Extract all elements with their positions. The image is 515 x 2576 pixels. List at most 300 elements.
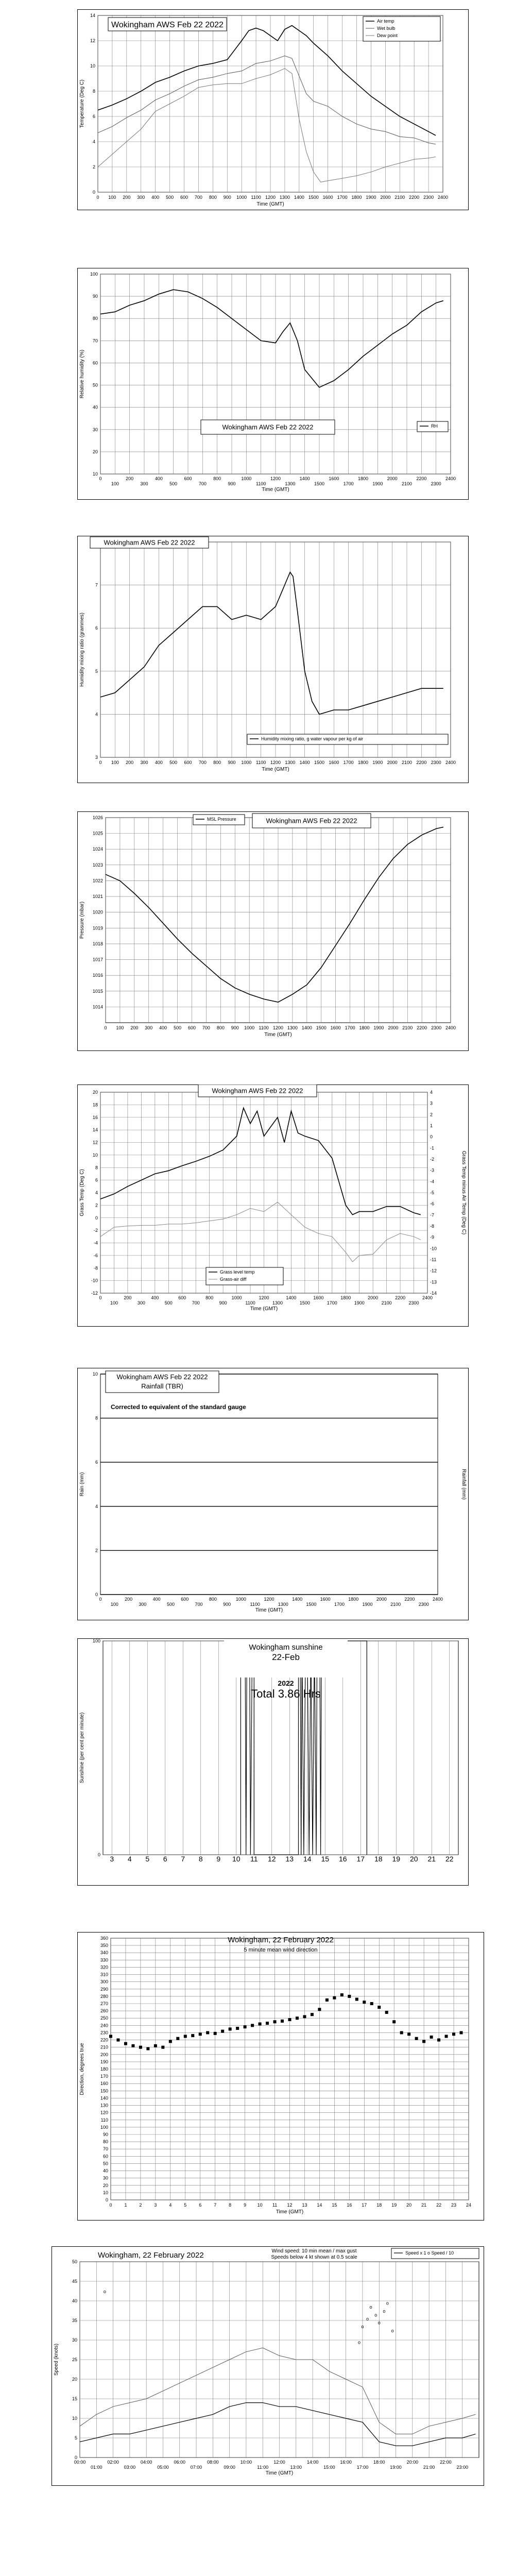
mix-y-tick-label: 7 (95, 582, 98, 588)
wdir-y-tick-label: 150 (100, 2088, 108, 2094)
wdir-x-tick-label: 5 (184, 2202, 187, 2208)
wdir-y-tick-label: 250 (100, 2015, 108, 2021)
wdir-y-tick-label: 130 (100, 2103, 108, 2108)
wdir-y-tick-label: 300 (100, 1979, 108, 1985)
mix-x-tick-label: 1500 (314, 760, 325, 765)
rh-x-axis-label: Time (GMT) (262, 487, 289, 493)
grass-y2-tick-label: -7 (430, 1212, 435, 1218)
grass-x-tick-label: 200 (124, 1295, 132, 1300)
pressure-chart (77, 811, 469, 1051)
rain-x-axis-label: Time (GMT) (255, 1607, 283, 1613)
grass-y-tick-label: -4 (93, 1240, 98, 1246)
wdir-data-point (236, 2027, 239, 2030)
pres-x-tick-label: 2000 (388, 1025, 399, 1030)
mix-x-tick-label: 1200 (270, 760, 281, 765)
pres-x-tick-label: 2100 (402, 1025, 413, 1030)
wdir-y-tick-label: 350 (100, 1943, 108, 1948)
wdir-x-tick-label: 14 (317, 2202, 322, 2208)
wdir-y-tick-label: 280 (100, 1993, 108, 1999)
wdir-subtitle: 5 minute mean wind direction (244, 1947, 318, 1953)
sun-date: 22-Feb (272, 1652, 300, 1662)
wdir-data-point (392, 2020, 396, 2023)
rain-x-tick-label: 1000 (235, 1597, 246, 1602)
temp-legend-label: Dew point (377, 33, 398, 38)
rh-y-tick-label: 40 (92, 404, 98, 410)
temp-y-tick-label: 12 (90, 38, 95, 43)
wdir-data-point (199, 2032, 202, 2036)
pres-y-tick-label: 1017 (92, 957, 103, 962)
pres-y-tick-label: 1018 (92, 941, 103, 946)
grass-x-tick-label: 900 (219, 1300, 227, 1306)
rain-x-tick-label: 700 (195, 1602, 203, 1607)
rain-x-tick-label: 0 (99, 1597, 102, 1602)
pres-x-tick-label: 900 (231, 1025, 239, 1030)
pres-x-tick-label: 1900 (373, 1025, 384, 1030)
grass-legend-label: Grass level temp (220, 1269, 255, 1275)
wdir-data-point (385, 2011, 388, 2014)
wdir-data-point (109, 2035, 112, 2038)
wdir-x-tick-label: 13 (302, 2202, 307, 2208)
temp-y-tick-label: 4 (92, 139, 95, 144)
rh-x-tick-label: 1000 (241, 476, 252, 481)
temp-x-tick-label: 500 (166, 195, 174, 200)
sun-x-tick-label: 22 (445, 1855, 454, 1863)
wind-direction-chart (77, 1932, 484, 2221)
wspd-x-tick-label: 02:00 (107, 2460, 119, 2465)
rain-y-tick-label: 2 (95, 1548, 98, 1553)
mix-x-tick-label: 1600 (329, 760, 339, 765)
wspd-y-tick-label: 20 (72, 2377, 77, 2382)
wspd-y-tick-label: 5 (74, 2435, 77, 2441)
mix-x-tick-label: 2400 (445, 760, 456, 765)
mix-x-tick-label: 1300 (285, 760, 296, 765)
rain-x-tick-label: 500 (166, 1602, 175, 1607)
wspd-y-tick-label: 0 (74, 2455, 77, 2460)
grass-y2-tick-label: -10 (430, 1246, 437, 1251)
wdir-data-point (333, 1996, 336, 1999)
grass-y-tick-label: 20 (92, 1090, 98, 1095)
rain-subtitle: Rainfall (TBR) (141, 1382, 183, 1390)
pres-x-tick-label: 700 (202, 1025, 210, 1030)
rain-x-tick-label: 200 (125, 1597, 133, 1602)
sun-x-tick-label: 7 (181, 1855, 185, 1863)
humidity-chart-svg (77, 268, 469, 500)
rh-x-tick-label: 1500 (314, 481, 325, 486)
grass-y2-tick-label: 1 (430, 1123, 433, 1128)
grass-y2-tick-label: -14 (430, 1291, 437, 1296)
wspd-x-tick-label: 00:00 (74, 2460, 86, 2465)
pres-y-tick-label: 1022 (92, 878, 103, 884)
temp-y-tick-label: 0 (92, 190, 95, 195)
rain-x-tick-label: 1500 (306, 1602, 317, 1607)
mix-x-tick-label: 1900 (372, 760, 383, 765)
wdir-y-tick-label: 50 (102, 2161, 108, 2166)
pres-y-tick-label: 1025 (92, 831, 103, 836)
wdir-data-point (348, 1995, 351, 1998)
pres-x-tick-label: 200 (130, 1025, 139, 1030)
wdir-x-tick-label: 23 (451, 2202, 457, 2208)
wspd-x-tick-label: 04:00 (140, 2460, 152, 2465)
wdir-data-point (131, 2044, 134, 2047)
sun-y-axis-label: Sunshine (per cent per minute) (79, 1712, 85, 1784)
sun-x-tick-label: 13 (285, 1855, 294, 1863)
grass-temp-chart-svg (77, 1084, 469, 1327)
temp-legend-box (363, 16, 440, 41)
grass-x-tick-label: 2200 (395, 1295, 406, 1300)
wspd-x-tick-label: 08:00 (207, 2460, 219, 2465)
rain-x-tick-label: 2300 (418, 1602, 429, 1607)
wdir-data-point (355, 1998, 358, 2001)
wspd-speed-tenth-marker: o (366, 2316, 369, 2321)
sun-y-tick-label: 100 (92, 1638, 100, 1643)
pres-x-tick-label: 100 (116, 1025, 124, 1030)
wdir-data-point (139, 2046, 142, 2049)
wdir-y-tick-label: 340 (100, 1950, 108, 1956)
pres-title: Wokingham AWS Feb 22 2022 (266, 817, 357, 825)
rain-y-axis-label: Rain (mm) (79, 1472, 85, 1497)
wdir-data-point (400, 2031, 403, 2034)
rh-x-tick-label: 1700 (343, 481, 354, 486)
temp-x-tick-label: 2300 (423, 195, 434, 200)
wdir-y-tick-label: 170 (100, 2074, 108, 2079)
sun-x-tick-label: 12 (267, 1855, 276, 1863)
wdir-data-point (303, 2015, 306, 2018)
mix-x-tick-label: 1000 (241, 760, 252, 765)
grass-y-tick-label: 6 (95, 1177, 98, 1183)
wdir-y-tick-label: 330 (100, 1957, 108, 1963)
sun-x-tick-label: 5 (145, 1855, 150, 1863)
mix-x-tick-label: 500 (169, 760, 178, 765)
sun-y-tick-label: 0 (97, 1852, 100, 1857)
mix-x-tick-label: 2100 (401, 760, 413, 765)
rh-y-tick-label: 10 (92, 471, 98, 477)
pres-y-axis-label: Pressure (mbar) (79, 901, 85, 939)
wdir-x-tick-label: 2 (139, 2202, 142, 2208)
rh-y-tick-label: 80 (92, 316, 98, 321)
wspd-x-tick-label: 18:00 (373, 2460, 385, 2465)
grass-y2-tick-label: -12 (430, 1268, 437, 1274)
temp-x-tick-label: 400 (151, 195, 160, 200)
temp-y-tick-label: 10 (90, 63, 95, 69)
wdir-y-tick-label: 220 (100, 2037, 108, 2043)
wspd-y-tick-label: 25 (72, 2357, 77, 2362)
wdir-y-tick-label: 230 (100, 2030, 108, 2036)
wdir-y-tick-label: 200 (100, 2052, 108, 2057)
rh-x-tick-label: 0 (99, 476, 102, 481)
grass-y-axis-label: Grass Temp (Deg C) (79, 1169, 85, 1216)
grass-y-tick-label: 12 (92, 1140, 98, 1145)
rh-x-tick-label: 500 (169, 481, 178, 486)
temp-x-tick-label: 1000 (236, 195, 247, 200)
temp-y-tick-label: 14 (90, 13, 95, 18)
wdir-data-point (191, 2034, 194, 2037)
wdir-data-point (288, 2018, 291, 2021)
wdir-x-tick-label: 22 (436, 2202, 442, 2208)
grass-x-tick-label: 1300 (272, 1300, 283, 1306)
wspd-x-tick-label: 23:00 (456, 2465, 468, 2470)
grass-y2-tick-label: -5 (430, 1190, 435, 1195)
temp-y-axis-label: Temperature (Deg C) (79, 79, 85, 128)
temp-x-tick-label: 1100 (251, 195, 261, 200)
grass-x-tick-label: 1400 (286, 1295, 297, 1300)
rh-x-tick-label: 2300 (431, 481, 441, 486)
pres-y-tick-label: 1015 (92, 988, 103, 994)
wspd-y-tick-label: 40 (72, 2298, 77, 2303)
pres-x-tick-label: 2400 (445, 1025, 456, 1030)
pres-y-tick-label: 1023 (92, 862, 103, 868)
temp-x-tick-label: 2400 (437, 195, 449, 200)
sun-x-tick-label: 6 (163, 1855, 167, 1863)
grass-x-tick-label: 600 (178, 1295, 186, 1300)
wdir-data-point (407, 2032, 410, 2036)
wdir-data-point (415, 2037, 418, 2040)
grass-y2-tick-label: -6 (430, 1201, 435, 1207)
rain-x-tick-label: 2100 (390, 1602, 401, 1607)
temp-y-tick-label: 2 (92, 164, 95, 170)
wdir-data-point (422, 2040, 425, 2043)
mix-x-tick-label: 0 (99, 760, 102, 765)
wdir-y-tick-label: 40 (102, 2168, 108, 2174)
wdir-y-tick-label: 260 (100, 2008, 108, 2014)
rh-y-tick-label: 30 (92, 427, 98, 432)
wspd-speed-tenth-marker: o (383, 2308, 386, 2314)
pres-y-tick-label: 1024 (92, 846, 103, 852)
wdir-x-tick-label: 6 (199, 2202, 202, 2208)
temp-x-tick-label: 1900 (366, 195, 376, 200)
rh-x-tick-label: 200 (126, 476, 134, 481)
pres-x-tick-label: 2300 (431, 1025, 442, 1030)
wspd-x-tick-label: 09:00 (224, 2465, 235, 2470)
wdir-x-tick-label: 8 (229, 2202, 232, 2208)
temp-x-tick-label: 2200 (409, 195, 420, 200)
mix-x-tick-label: 1700 (343, 760, 354, 765)
pres-x-tick-label: 800 (216, 1025, 225, 1030)
temp-x-tick-label: 1200 (265, 195, 276, 200)
mixing-ratio-chart (77, 536, 469, 783)
rh-legend-label: RH (431, 423, 438, 429)
grass-y2-tick-label: -1 (430, 1145, 435, 1151)
wspd-x-tick-label: 17:00 (356, 2465, 369, 2470)
wdir-data-point (161, 2046, 164, 2049)
wdir-data-point (460, 2031, 463, 2034)
grass-x-tick-label: 0 (99, 1295, 102, 1300)
rh-x-tick-label: 600 (184, 476, 192, 481)
wdir-y-tick-label: 290 (100, 1986, 108, 1992)
wdir-x-tick-label: 1 (124, 2202, 127, 2208)
rh-x-tick-label: 1800 (357, 476, 369, 481)
wdir-x-tick-label: 19 (391, 2202, 397, 2208)
wdir-y-tick-label: 70 (102, 2146, 108, 2152)
rh-y-tick-label: 60 (92, 360, 98, 366)
rain-title: Wokingham AWS Feb 22 2022 (116, 1373, 208, 1381)
wdir-data-point (146, 2047, 149, 2050)
mix-x-tick-label: 1800 (357, 760, 369, 765)
rain-y-tick-label: 4 (95, 1503, 98, 1509)
wspd-x-tick-label: 20:00 (406, 2460, 419, 2465)
rain-x-tick-label: 1700 (334, 1602, 345, 1607)
wspd-y-axis-label: Speed (knots) (54, 2343, 59, 2376)
sun-total: Total 3.86 Hrs (251, 1687, 321, 1700)
rain-x-tick-label: 900 (223, 1602, 231, 1607)
grass-x-tick-label: 1200 (259, 1295, 269, 1300)
wspd-x-tick-label: 13:00 (290, 2465, 302, 2470)
temp-x-tick-label: 600 (180, 195, 188, 200)
pres-y-tick-label: 1019 (92, 925, 103, 931)
wdir-x-axis-label: Time (GMT) (276, 2209, 304, 2215)
grass-y2-tick-label: 0 (430, 1134, 433, 1140)
mix-y-tick-label: 3 (95, 755, 98, 760)
wspd-speed-tenth-marker: o (386, 2300, 389, 2306)
grass-y-tick-label: 16 (92, 1114, 98, 1120)
mix-x-tick-label: 100 (111, 760, 119, 765)
pres-x-tick-label: 1700 (345, 1025, 355, 1030)
pres-x-tick-label: 1300 (287, 1025, 298, 1030)
rh-x-tick-label: 1200 (270, 476, 281, 481)
rain-x-tick-label: 1100 (250, 1602, 260, 1607)
rain-y2-axis-label: Rainfall (mm) (461, 1469, 467, 1500)
grass-y2-tick-label: -13 (430, 1279, 437, 1285)
mix-y-axis-label: Humidity mixing ratio (grammes) (79, 613, 85, 687)
grass-x-tick-label: 1500 (299, 1300, 310, 1306)
grass-y-tick-label: 2 (95, 1202, 98, 1208)
wspd-y-tick-label: 45 (72, 2279, 77, 2284)
grass-y2-tick-label: 2 (430, 1112, 433, 1117)
temp-x-tick-label: 800 (209, 195, 217, 200)
wdir-x-tick-label: 3 (154, 2202, 157, 2208)
wdir-data-point (214, 2032, 217, 2035)
grass-x-tick-label: 2300 (408, 1300, 419, 1306)
wdir-y-tick-label: 30 (102, 2175, 108, 2181)
wdir-y-tick-label: 0 (105, 2197, 108, 2202)
rh-x-tick-label: 1400 (299, 476, 310, 481)
mix-x-tick-label: 1400 (299, 760, 310, 765)
grass-y2-tick-label: -9 (430, 1234, 435, 1240)
mix-y-tick-label: 5 (95, 668, 98, 674)
rh-x-tick-label: 900 (228, 481, 236, 486)
wdir-data-point (251, 2024, 254, 2027)
rain-x-tick-label: 2200 (404, 1597, 415, 1602)
grass-x-tick-label: 100 (110, 1300, 118, 1306)
grass-y-tick-label: -2 (93, 1228, 98, 1233)
sun-x-tick-label: 19 (392, 1855, 401, 1863)
rain-x-tick-label: 1300 (278, 1602, 288, 1607)
grass-x-tick-label: 700 (192, 1300, 200, 1306)
pres-x-tick-label: 1400 (301, 1025, 312, 1030)
mix-x-tick-label: 2000 (387, 760, 398, 765)
wspd-speed-tenth-marker: o (391, 2328, 394, 2333)
wspd-x-tick-label: 01:00 (91, 2465, 102, 2470)
wspd-x-tick-label: 22:00 (440, 2460, 452, 2465)
wspd-x-tick-label: 14:00 (306, 2460, 319, 2465)
rain-x-tick-label: 400 (152, 1597, 161, 1602)
sun-year: 2022 (278, 1679, 294, 1687)
rh-y-axis-label: Relative humidity (%) (79, 349, 85, 399)
wdir-x-tick-label: 7 (214, 2202, 217, 2208)
wspd-y-tick-label: 30 (72, 2337, 77, 2343)
grass-y-tick-label: -12 (91, 1291, 98, 1296)
mix-x-tick-label: 300 (140, 760, 148, 765)
temp-x-tick-label: 900 (223, 195, 231, 200)
grass-x-tick-label: 2000 (368, 1295, 379, 1300)
temp-x-axis-label: Time (GMT) (256, 201, 284, 207)
rh-y-tick-label: 70 (92, 338, 98, 344)
temp-x-tick-label: 1600 (322, 195, 333, 200)
wdir-y-axis-label: Direction, degrees true (79, 2043, 85, 2095)
pres-y-tick-label: 1026 (92, 815, 103, 820)
temp-x-tick-label: 1800 (351, 195, 362, 200)
wspd-y-tick-label: 50 (72, 2259, 77, 2264)
wdir-x-tick-label: 0 (109, 2202, 112, 2208)
rainfall-chart (77, 1368, 469, 1620)
grass-x-tick-label: 300 (137, 1300, 145, 1306)
temp-x-tick-label: 1500 (308, 195, 319, 200)
rh-x-tick-label: 400 (154, 476, 163, 481)
wdir-y-tick-label: 190 (100, 2059, 108, 2064)
sun-x-tick-label: 9 (216, 1855, 221, 1863)
wspd-y-tick-label: 15 (72, 2396, 77, 2401)
wdir-x-tick-label: 21 (421, 2202, 427, 2208)
humidity-chart (77, 268, 469, 500)
rain-x-tick-label: 1800 (348, 1597, 359, 1602)
grass-x-tick-label: 800 (205, 1295, 214, 1300)
wspd-x-tick-label: 16:00 (340, 2460, 352, 2465)
wdir-data-point (363, 2001, 366, 2004)
rh-y-tick-label: 50 (92, 382, 98, 388)
mix-x-tick-label: 800 (213, 760, 221, 765)
grass-y2-tick-label: -3 (430, 1167, 435, 1173)
wspd-y-tick-label: 10 (72, 2416, 77, 2421)
mixing-ratio-chart-svg (77, 536, 469, 783)
wdir-data-point (244, 2025, 247, 2028)
wspd-x-tick-label: 15:00 (323, 2465, 335, 2470)
wspd-x-axis-label: Time (GMT) (265, 2470, 294, 2476)
rh-x-tick-label: 800 (213, 476, 221, 481)
rainfall-chart-svg (77, 1368, 469, 1620)
grass-x-tick-label: 1900 (354, 1300, 365, 1306)
wdir-x-tick-label: 15 (332, 2202, 337, 2208)
pres-x-tick-label: 0 (104, 1025, 107, 1030)
wdir-data-point (273, 2020, 277, 2023)
grass-y-tick-label: -10 (91, 1278, 98, 1283)
sun-title: Wokingham sunshine (249, 1643, 323, 1652)
wdir-x-tick-label: 16 (347, 2202, 352, 2208)
rh-x-tick-label: 1100 (255, 481, 266, 486)
grass-y2-tick-label: 4 (430, 1090, 433, 1095)
temperature-chart-svg (77, 9, 469, 210)
wspd-x-tick-label: 10:00 (240, 2460, 252, 2465)
mix-y-tick-label: 6 (95, 625, 98, 631)
temp-title: Wokingham AWS Feb 22 2022 (111, 21, 224, 29)
wdir-y-tick-label: 140 (100, 2095, 108, 2101)
wspd-speed-tenth-marker: o (361, 2324, 364, 2330)
wdir-y-tick-label: 360 (100, 1936, 108, 1941)
wdir-x-tick-label: 18 (376, 2202, 382, 2208)
wdir-x-tick-label: 12 (287, 2202, 293, 2208)
rain-note: Corrected to equivalent of the standard gauge (111, 1403, 246, 1411)
pres-x-tick-label: 1600 (330, 1025, 341, 1030)
wspd-x-tick-label: 11:00 (257, 2465, 269, 2470)
temp-x-tick-label: 700 (194, 195, 202, 200)
wdir-y-tick-label: 310 (100, 1972, 108, 1977)
grass-y2-tick-label: 3 (430, 1100, 433, 1106)
rain-y-tick-label: 8 (95, 1415, 98, 1421)
grass-x-tick-label: 1100 (245, 1300, 255, 1306)
sun-x-tick-label: 16 (338, 1855, 347, 1863)
temp-x-tick-label: 1400 (294, 195, 304, 200)
pressure-chart-svg (77, 811, 469, 1051)
wspd-x-tick-label: 21:00 (423, 2465, 435, 2470)
pres-x-tick-label: 1200 (272, 1025, 284, 1030)
